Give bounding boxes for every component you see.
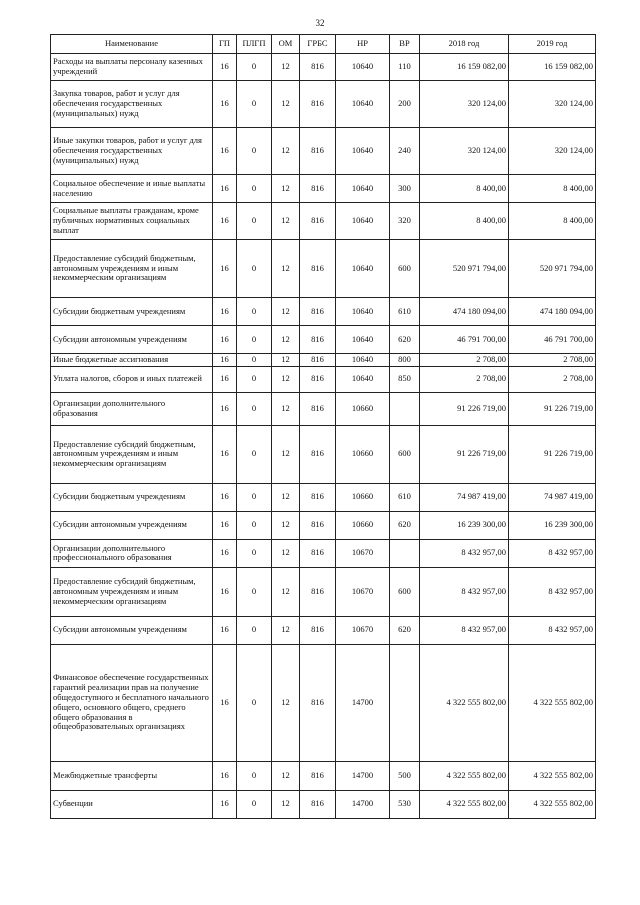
- row-2019: 74 987 419,00: [509, 483, 596, 511]
- row-2019: 91 226 719,00: [509, 392, 596, 425]
- row-grbs: 816: [300, 366, 336, 392]
- row-2019: 8 432 957,00: [509, 567, 596, 616]
- budget-table: [50, 34, 596, 819]
- row-nr: 10640: [336, 128, 390, 175]
- row-vr: 500: [390, 761, 420, 790]
- row-grbs: 816: [300, 326, 336, 354]
- row-om: 12: [272, 483, 300, 511]
- row-om: 12: [272, 761, 300, 790]
- header-om: ОМ: [272, 35, 300, 54]
- row-2019: 8 400,00: [509, 175, 596, 203]
- table-row: [51, 616, 596, 644]
- row-2019: 16 159 082,00: [509, 54, 596, 81]
- table-row: [51, 54, 596, 81]
- row-name: Социальное обеспечение и иные выплаты населению: [51, 175, 213, 203]
- row-plgp: 0: [237, 425, 272, 483]
- row-grbs: 816: [300, 175, 336, 203]
- row-nr: 10660: [336, 511, 390, 539]
- row-plgp: 0: [237, 128, 272, 175]
- table-row: [51, 175, 596, 203]
- row-2018: 4 322 555 802,00: [420, 790, 509, 818]
- row-gp: 16: [213, 175, 237, 203]
- row-2018: 74 987 419,00: [420, 483, 509, 511]
- row-vr: 300: [390, 175, 420, 203]
- row-nr: 10660: [336, 483, 390, 511]
- row-vr: [390, 392, 420, 425]
- row-2018: 320 124,00: [420, 81, 509, 128]
- row-2019: 16 239 300,00: [509, 511, 596, 539]
- header-name: Наименование: [51, 35, 213, 54]
- row-name: Социальные выплаты гражданам, кроме публичных нормативных социальных выплат: [51, 203, 213, 240]
- row-vr: 110: [390, 54, 420, 81]
- row-om: 12: [272, 203, 300, 240]
- row-nr: 14700: [336, 790, 390, 818]
- row-gp: 16: [213, 392, 237, 425]
- row-2019: 320 124,00: [509, 81, 596, 128]
- row-2018: 8 432 957,00: [420, 616, 509, 644]
- row-vr: 610: [390, 483, 420, 511]
- row-nr: 10640: [336, 54, 390, 81]
- row-2018: 474 180 094,00: [420, 298, 509, 326]
- row-name: Субсидии автономным учреждениям: [51, 326, 213, 354]
- row-nr: 10640: [336, 366, 390, 392]
- row-nr: 10640: [336, 81, 390, 128]
- row-grbs: 816: [300, 483, 336, 511]
- header-nr: НР: [336, 35, 390, 54]
- row-om: 12: [272, 616, 300, 644]
- row-grbs: 816: [300, 298, 336, 326]
- row-plgp: 0: [237, 761, 272, 790]
- row-plgp: 0: [237, 567, 272, 616]
- row-vr: 600: [390, 425, 420, 483]
- row-om: 12: [272, 511, 300, 539]
- row-nr: 10660: [336, 425, 390, 483]
- row-2019: 2 708,00: [509, 354, 596, 367]
- header-gp: ГП: [213, 35, 237, 54]
- row-nr: 10640: [336, 203, 390, 240]
- row-vr: 320: [390, 203, 420, 240]
- row-nr: 10640: [336, 175, 390, 203]
- header-vr: ВР: [390, 35, 420, 54]
- row-om: 12: [272, 366, 300, 392]
- row-plgp: 0: [237, 81, 272, 128]
- row-vr: [390, 644, 420, 761]
- row-name: Иные закупки товаров, работ и услуг для обеспечения государственных (муниципальных) нужд: [51, 128, 213, 175]
- row-nr: 10670: [336, 616, 390, 644]
- row-nr: 10670: [336, 539, 390, 567]
- table-header-row: [51, 35, 596, 54]
- row-name: Предоставление субсидий бюджетным, автономным учреждениям и иным некоммерческим организациям: [51, 567, 213, 616]
- row-nr: 10640: [336, 354, 390, 367]
- row-nr: 10660: [336, 392, 390, 425]
- table-row: [51, 298, 596, 326]
- row-om: 12: [272, 354, 300, 367]
- row-2019: 46 791 700,00: [509, 326, 596, 354]
- row-2019: 8 432 957,00: [509, 539, 596, 567]
- row-plgp: 0: [237, 203, 272, 240]
- row-name: Организации дополнительного образования: [51, 392, 213, 425]
- table-row: [51, 128, 596, 175]
- row-vr: 240: [390, 128, 420, 175]
- row-plgp: 0: [237, 392, 272, 425]
- row-2018: 2 708,00: [420, 366, 509, 392]
- row-plgp: 0: [237, 326, 272, 354]
- row-nr: 10670: [336, 567, 390, 616]
- row-vr: 850: [390, 366, 420, 392]
- row-vr: 610: [390, 298, 420, 326]
- row-vr: 600: [390, 567, 420, 616]
- row-name: Субсидии бюджетным учреждениям: [51, 483, 213, 511]
- row-gp: 16: [213, 644, 237, 761]
- row-2018: 520 971 794,00: [420, 240, 509, 298]
- row-2018: 46 791 700,00: [420, 326, 509, 354]
- row-vr: 600: [390, 240, 420, 298]
- row-name: Закупка товаров, работ и услуг для обеспечения государственных (муниципальных) нужд: [51, 81, 213, 128]
- row-om: 12: [272, 240, 300, 298]
- row-2018: 8 400,00: [420, 203, 509, 240]
- row-name: Иные бюджетные ассигнования: [51, 354, 213, 367]
- row-om: 12: [272, 298, 300, 326]
- row-name: Финансовое обеспечение государственных гарантий реализации прав на получение общедоступного и бесплатного начального общего, основного общего, среднего общего образования в общеобразовательных организациях: [51, 644, 213, 761]
- row-2019: 320 124,00: [509, 128, 596, 175]
- row-om: 12: [272, 54, 300, 81]
- row-om: 12: [272, 128, 300, 175]
- row-2019: 8 432 957,00: [509, 616, 596, 644]
- row-2019: 2 708,00: [509, 366, 596, 392]
- row-plgp: 0: [237, 616, 272, 644]
- row-name: Межбюджетные трансферты: [51, 761, 213, 790]
- row-gp: 16: [213, 326, 237, 354]
- table-row: [51, 790, 596, 818]
- row-plgp: 0: [237, 54, 272, 81]
- header-2018: 2018 год: [420, 35, 509, 54]
- table-row: [51, 539, 596, 567]
- header-2019: 2019 год: [509, 35, 596, 54]
- row-plgp: 0: [237, 175, 272, 203]
- row-2018: 4 322 555 802,00: [420, 761, 509, 790]
- header-grbs: ГРБС: [300, 35, 336, 54]
- table-row: [51, 511, 596, 539]
- row-om: 12: [272, 644, 300, 761]
- row-2018: 8 400,00: [420, 175, 509, 203]
- row-vr: 800: [390, 354, 420, 367]
- row-2018: 8 432 957,00: [420, 567, 509, 616]
- row-plgp: 0: [237, 539, 272, 567]
- row-om: 12: [272, 539, 300, 567]
- row-vr: 530: [390, 790, 420, 818]
- row-gp: 16: [213, 425, 237, 483]
- row-name: Предоставление субсидий бюджетным, автономным учреждениям и иным некоммерческим организациям: [51, 425, 213, 483]
- row-gp: 16: [213, 539, 237, 567]
- row-grbs: 816: [300, 616, 336, 644]
- row-gp: 16: [213, 203, 237, 240]
- row-plgp: 0: [237, 644, 272, 761]
- table-row: [51, 240, 596, 298]
- row-plgp: 0: [237, 511, 272, 539]
- row-vr: 620: [390, 511, 420, 539]
- row-om: 12: [272, 81, 300, 128]
- table-row: [51, 354, 596, 367]
- row-gp: 16: [213, 790, 237, 818]
- row-nr: 10640: [336, 240, 390, 298]
- row-nr: 14700: [336, 644, 390, 761]
- row-vr: 620: [390, 616, 420, 644]
- row-vr: 620: [390, 326, 420, 354]
- table-row: [51, 366, 596, 392]
- row-gp: 16: [213, 54, 237, 81]
- row-vr: 200: [390, 81, 420, 128]
- row-name: Уплата налогов, сборов и иных платежей: [51, 366, 213, 392]
- row-nr: 14700: [336, 761, 390, 790]
- row-2018: 8 432 957,00: [420, 539, 509, 567]
- row-2019: 520 971 794,00: [509, 240, 596, 298]
- row-2018: 2 708,00: [420, 354, 509, 367]
- row-2018: 320 124,00: [420, 128, 509, 175]
- row-grbs: 816: [300, 790, 336, 818]
- table-row: [51, 483, 596, 511]
- row-plgp: 0: [237, 790, 272, 818]
- row-plgp: 0: [237, 298, 272, 326]
- row-name: Организации дополнительного профессионального образования: [51, 539, 213, 567]
- row-name: Субсидии бюджетным учреждениям: [51, 298, 213, 326]
- row-grbs: 816: [300, 354, 336, 367]
- row-grbs: 816: [300, 54, 336, 81]
- row-name: Субсидии автономным учреждениям: [51, 616, 213, 644]
- row-grbs: 816: [300, 240, 336, 298]
- row-grbs: 816: [300, 644, 336, 761]
- row-gp: 16: [213, 511, 237, 539]
- row-gp: 16: [213, 366, 237, 392]
- row-plgp: 0: [237, 366, 272, 392]
- table-row: [51, 425, 596, 483]
- row-2019: 8 400,00: [509, 203, 596, 240]
- row-gp: 16: [213, 354, 237, 367]
- row-gp: 16: [213, 298, 237, 326]
- row-2019: 4 322 555 802,00: [509, 790, 596, 818]
- row-om: 12: [272, 326, 300, 354]
- table-row: [51, 567, 596, 616]
- row-grbs: 816: [300, 81, 336, 128]
- header-plgp: ПЛГП: [237, 35, 272, 54]
- row-gp: 16: [213, 761, 237, 790]
- row-grbs: 816: [300, 203, 336, 240]
- row-grbs: 816: [300, 425, 336, 483]
- row-grbs: 816: [300, 511, 336, 539]
- row-name: Расходы на выплаты персоналу казенных учреждений: [51, 54, 213, 81]
- row-om: 12: [272, 425, 300, 483]
- table-row: [51, 644, 596, 761]
- row-nr: 10640: [336, 298, 390, 326]
- row-grbs: 816: [300, 128, 336, 175]
- row-gp: 16: [213, 128, 237, 175]
- row-2018: 91 226 719,00: [420, 392, 509, 425]
- row-grbs: 816: [300, 567, 336, 616]
- row-2018: 16 239 300,00: [420, 511, 509, 539]
- row-om: 12: [272, 790, 300, 818]
- row-2019: 474 180 094,00: [509, 298, 596, 326]
- row-gp: 16: [213, 240, 237, 298]
- table-row: [51, 326, 596, 354]
- row-2019: 4 322 555 802,00: [509, 644, 596, 761]
- row-name: Субсидии автономным учреждениям: [51, 511, 213, 539]
- row-2018: 91 226 719,00: [420, 425, 509, 483]
- row-grbs: 816: [300, 392, 336, 425]
- table-row: [51, 203, 596, 240]
- row-2018: 4 322 555 802,00: [420, 644, 509, 761]
- row-name: Предоставление субсидий бюджетным, автономным учреждениям и иным некоммерческим организациям: [51, 240, 213, 298]
- row-plgp: 0: [237, 483, 272, 511]
- row-plgp: 0: [237, 354, 272, 367]
- row-grbs: 816: [300, 761, 336, 790]
- row-grbs: 816: [300, 539, 336, 567]
- row-gp: 16: [213, 81, 237, 128]
- row-vr: [390, 539, 420, 567]
- row-om: 12: [272, 567, 300, 616]
- row-2018: 16 159 082,00: [420, 54, 509, 81]
- row-gp: 16: [213, 567, 237, 616]
- row-om: 12: [272, 392, 300, 425]
- row-2019: 4 322 555 802,00: [509, 761, 596, 790]
- table-row: [51, 81, 596, 128]
- row-2019: 91 226 719,00: [509, 425, 596, 483]
- row-name: Субвенции: [51, 790, 213, 818]
- row-gp: 16: [213, 616, 237, 644]
- page-number: 32: [315, 18, 325, 28]
- table-row: [51, 761, 596, 790]
- table-row: [51, 392, 596, 425]
- row-om: 12: [272, 175, 300, 203]
- row-nr: 10640: [336, 326, 390, 354]
- row-gp: 16: [213, 483, 237, 511]
- row-plgp: 0: [237, 240, 272, 298]
